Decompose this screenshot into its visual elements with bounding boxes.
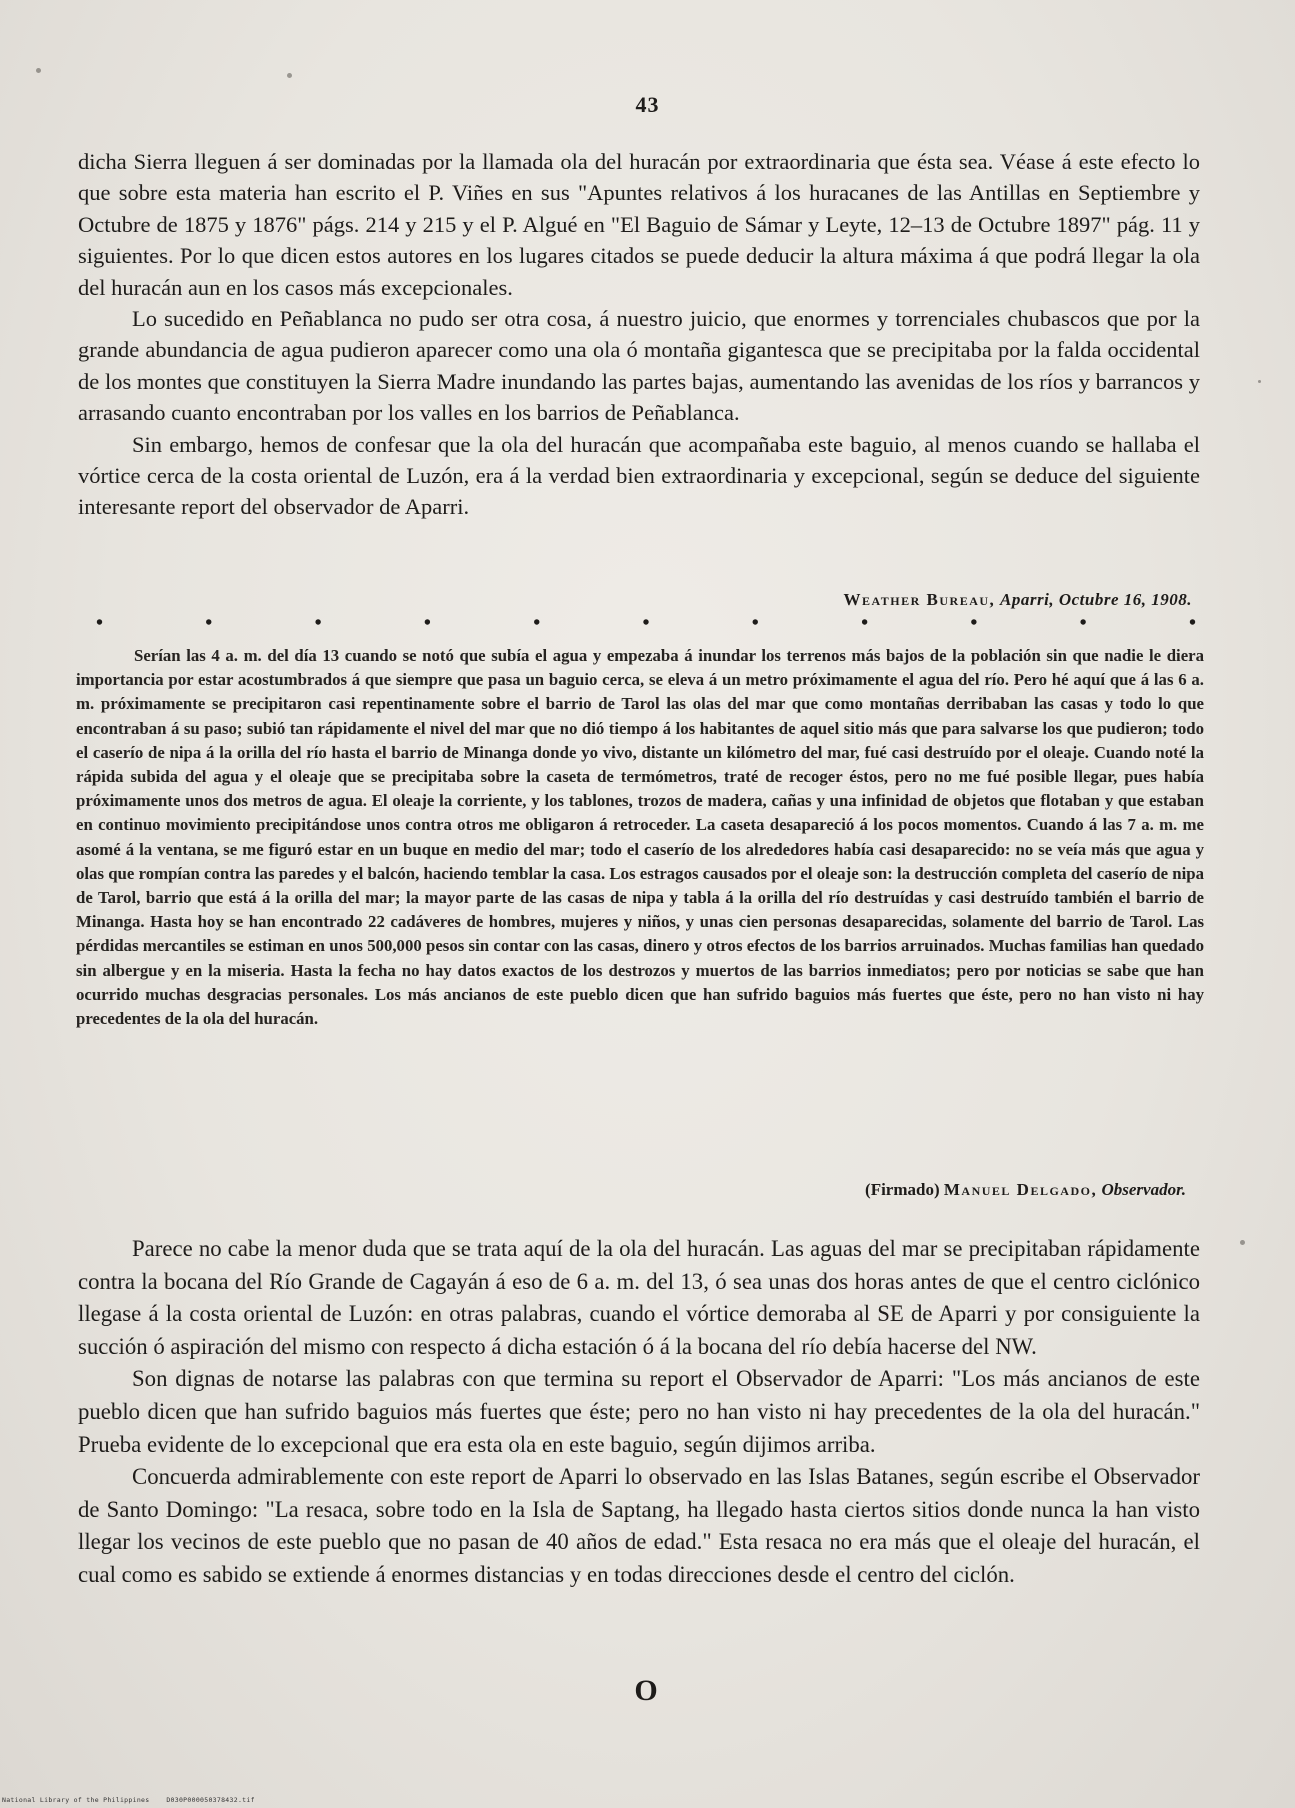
ellipsis-mark: • [423, 612, 431, 634]
page-number: 43 [635, 92, 660, 117]
ellipsis-mark: • [751, 612, 759, 634]
body-text-top [78, 146, 1200, 523]
paragraph-sin-embargo: Sin embargo, hemos de confesar que la ola del huracán que acompañaba este baguio, al menos cuando se hallaba el vórtice cerca de la costa oriental de Luzón, era á la verdad bien extraordinaria y excepcional, según se deduce del siguiente interesante report del observador de Aparri. [78, 431, 1200, 520]
paper-speck [36, 68, 41, 73]
ellipsis-mark: • [861, 612, 869, 634]
paper-speck [287, 73, 292, 78]
report-body: Serían las 4 a. m. del día 13 cuando se notó que subía el agua y empezaba á inundar los terrenos más bajos de la población sin que nadie le diera importancia por estar acostumbrados á que siempre que pasa un baguio cerca, se eleva á un metro próximamente el agua del río. Pero hé aquí que á las 6 a. m. próximamente se precipitaron casi repentinamente sobre el barrio de Tarol las olas del mar que como montañas derribaban las casas y todo lo que encontraban á su paso; subió tan rápidamente el nivel del mar que no dió tiempo á los habitantes de aquel sitio más que para salvarse los que pudieron; todo el caserío de nipa á la orilla del río hasta el barrio de Minanga donde yo vivo, distante un kilómetro del mar, fué casi destruído por el oleaje. Cuando noté la rápida subida del agua y el oleaje que se precipitaba sobre la caseta de termómetros, traté de recoger éstos, pero no me fué posible llegar, pues había próximamente unos dos metros de agua. El oleaje la corriente, y los tablones, trozos de madera, cañas y una infinidad de objetos que flotaban y que estaban en continuo movimiento precipitándose unos contra otros me obligaron á retroceder. La caseta desapareció á los pocos momentos. Cuando á las 7 a. m. me asomé á la ventana, se me figuró estar en un buque en medio del mar; todo el caserío de los alrededores había casi desaparecido: no se veía más que agua y olas que rompían contra las paredes y el balcón, haciendo temblar la casa. Los estragos causados por el oleaje son: la destrucción completa del caserío de nipa de Tarol, barrio que está á la orilla del mar; la mayor parte de las casas de nipa y tabla á la orilla del río destruídas y casi destruído también el barrio de Minanga. Hasta hoy se han encontrado 22 cadáveres de hombres, mujeres y niños, y unas cien personas desaparecidas, solamente del barrio de Tarol. Las pérdidas mercantiles se estiman en unos 500,000 pesos sin contar con las casas, dinero y otros efectos de los barrios arruinados. Muchas familias han quedado sin albergue y en la miseria. Hasta la fecha no hay datos exactos de los destrozos y muertos de las barrios inmediatos; pero por noticias se sabe que han ocurrido muchas desgracias personales. Los más ancianos de este pueblo dicen que han sufrido baguios más fuertes que éste, pero no han visto ni hay precedentes de la ola del huracán. [76, 646, 1204, 1029]
body-text-bottom [78, 1233, 1200, 1592]
report-header [400, 590, 1192, 610]
signature-prefix: (Firmado) [865, 1180, 940, 1199]
signature-name: Manuel Delgado, [943, 1180, 1098, 1199]
report-office: Weather Bureau, [843, 590, 996, 609]
paragraph-parece: Parece no cabe la menor duda que se trata aquí de la ola del huracán. Las aguas del mar se precipitaban rápidamente contra la bocana del Río Grande de Cagayán á eso de 6 a. m. del 13, ó sea unas dos horas antes de que el centro ciclónico llegase á la costa oriental de Luzón: en otras palabras, cuando el vórtice demoraba al SE de Aparri y por consiguiente la succión ó aspiración del mismo con respecto á dicha estación ó á la bocana del río debía hacerse del NW. [78, 1236, 1200, 1359]
ellipsis-mark: • [96, 612, 104, 634]
ellipsis-mark: • [1079, 612, 1087, 634]
ellipsis-mark: • [970, 612, 978, 634]
ellipsis-mark: • [1188, 612, 1196, 634]
paragraph-son-dignas: Son dignas de notarse las palabras con que termina su report el Observador de Aparri: "Los más ancianos de este pueblo dicen que han sufrido baguios más fuertes que éste; pero no han visto ni hay precedentes de la ola del huracán." Prueba evidente de lo excepcional que era esta ola en este baguio, según dijimos arriba. [78, 1366, 1200, 1457]
ellipsis-mark: • [205, 612, 213, 634]
ellipsis-mark: • [533, 612, 541, 634]
end-ornament: O [634, 1674, 658, 1707]
report-signature [400, 1180, 1186, 1200]
signature-title: Observador. [1101, 1180, 1186, 1199]
paper-speck [1240, 1240, 1245, 1245]
scan-footer: National Library of the Philippines D030P000050378432.tif [2, 1796, 255, 1804]
report-place-date: Aparri, Octubre 16, 1908. [1000, 590, 1192, 609]
paper-speck [1258, 380, 1261, 383]
ellipsis-mark: • [642, 612, 650, 634]
ellipsis-mark: • [314, 612, 322, 634]
ellipsis-row [96, 612, 1196, 635]
paragraph-concuerda: Concuerda admirablemente con este report de Aparri lo observado en las Islas Batanes, según escribe el Observador de Santo Domingo: "La resaca, sobre todo en la Isla de Saptang, ha llegado hasta ciertos sitios donde nunca la han visto llegar los vecinos de este pueblo que no pasan de 40 años de edad." Esta resaca no era más que el oleaje del huracán, el cual como es sabido se extiende á enormes distancias y en todas direcciones desde el centro del ciclón. [78, 1464, 1200, 1587]
quoted-report [76, 644, 1204, 1031]
paragraph-continuation: dicha Sierra lleguen á ser dominadas por la llamada ola del huracán por extraordinaria que ésta sea. Véase á este efecto lo que sobre esta materia han escrito el P. Viñes en sus "Apuntes relativos á los huracanes de las Antillas en Septiembre y Octubre de 1875 y 1876" págs. 214 y 215 y el P. Algué en "El Baguio de Sámar y Leyte, 12–13 de Octubre 1897" pág. 11 y siguientes. Por lo que dicen estos autores en los lugares citados se puede deducir la altura máxima á que podrá llegar la ola del huracán aun en los casos más excepcionales. [78, 149, 1200, 300]
paragraph-penablanca: Lo sucedido en Peñablanca no pudo ser otra cosa, á nuestro juicio, que enormes y torrenciales chubascos que por la grande abundancia de agua pudieron aparecer como una ola ó montaña gigantesca que se precipitaba por la falda occidental de los montes que constituyen la Sierra Madre inundando las partes bajas, aumentando las avenidas de los ríos y barrancos y arrasando cuanto encontraban por los valles en los barrios de Peñablanca. [78, 306, 1200, 426]
